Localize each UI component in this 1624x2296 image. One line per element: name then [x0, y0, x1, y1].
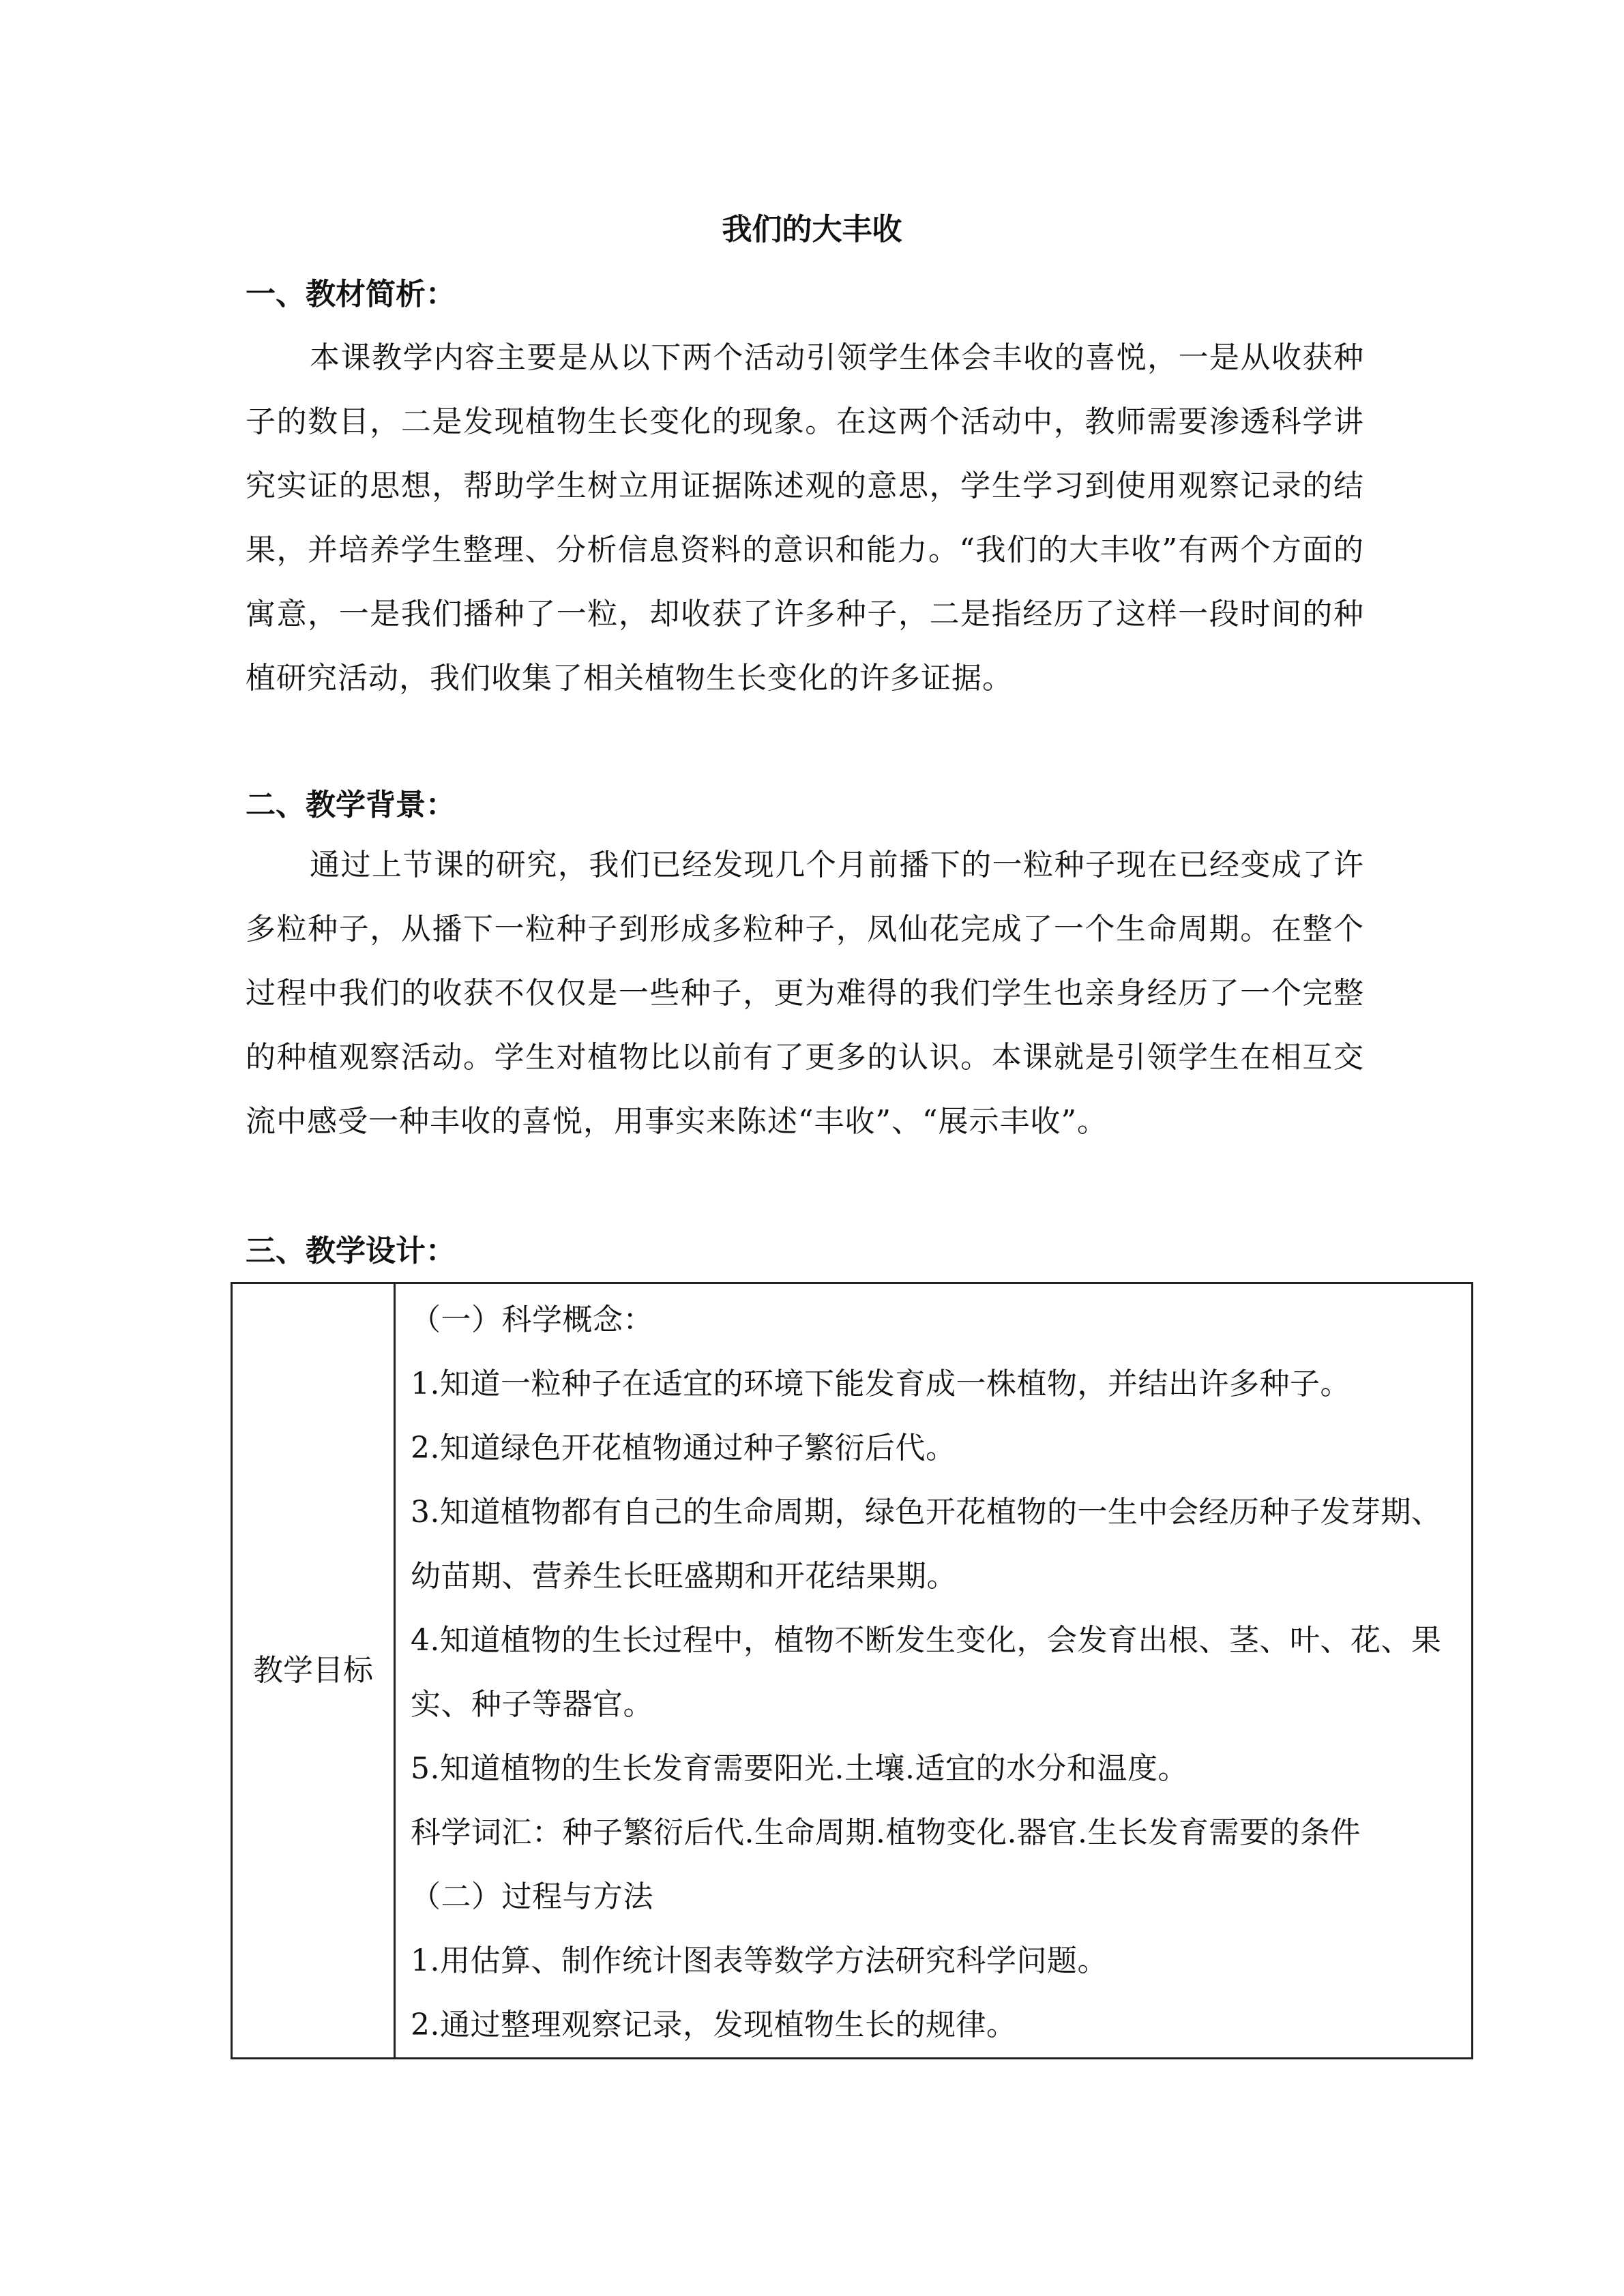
section-heading-background: 二、教学背景： — [246, 788, 456, 822]
page-title: 我们的大丰收 — [722, 212, 902, 247]
objectives-content-cell — [395, 1283, 1473, 2059]
list-item: 4.知道植物的生长过程中，植物不断发生变化，会发育出根、茎、叶、花、果实、种子等器官。 — [411, 1623, 1442, 1722]
list-item: 科学词汇：种子繁衍后代.生命周期.植物变化.器官.生长发育需要的条件 — [411, 1815, 1361, 1850]
list-item: 2.知道绿色开花植物通过种子繁衍后代。 — [411, 1431, 956, 1465]
background-paragraph: 通过上节课的研究，我们已经发现几个月前播下的一粒种子现在已经变成了许多粒种子，从播下一粒种子到形成多粒种子，凤仙花完成了一个生命周期。在整个过程中我们的收获不仅仅是一些种子，更为难得的我们学生也亲身经历了一个完整的种植观察活动。学生对植物比以前有了更多的认识。本课就是引领学生在相互交流中感受一种丰收的喜悦，用事实来陈述“丰收”、“展示丰收”。 — [246, 848, 1364, 1139]
list-item: 3.知道植物都有自己的生命周期，绿色开花植物的一生中会经历种子发芽期、幼苗期、营养生长旺盛期和开花结果期。 — [411, 1495, 1442, 1594]
list-item: 5.知道植物的生长发育需要阳光.土壤.适宜的水分和温度。 — [411, 1751, 1188, 1786]
list-item: 1.知道一粒种子在适宜的环境下能发育成一株植物，并结出许多种子。 — [411, 1367, 1350, 1401]
list-item: （一）科学概念： — [411, 1302, 653, 1337]
teaching-design-table — [231, 1282, 1473, 2059]
list-item: 2.通过整理观察记录，发现植物生长的规律。 — [411, 2008, 1017, 2042]
list-item: （二）过程与方法 — [411, 1879, 653, 1914]
section-heading-design: 三、教学设计： — [246, 1234, 456, 1268]
section-heading-analysis: 一、教材简析： — [246, 277, 456, 312]
list-item: 1.用估算、制作统计图表等数学方法研究科学问题。 — [411, 1943, 1108, 1978]
objectives-label: 教学目标 — [253, 1653, 373, 1688]
analysis-paragraph: 本课教学内容主要是从以下两个活动引领学生体会丰收的喜悦，一是从收获种子的数目，二是发现植物生长变化的现象。在这两个活动中，教师需要渗透科学讲究实证的思想，帮助学生树立用证据陈述观的意思，学生学习到使用观察记录的结果，并培养学生整理、分析信息资料的意识和能力。“我们的大丰收”有两个方面的寓意，一是我们播种了一粒，却收获了许多种子，二是指经历了这样一段时间的种植研究活动，我们收集了相关植物生长变化的许多证据。 — [246, 340, 1364, 696]
table-row — [232, 1283, 1473, 2059]
objectives-label-cell — [232, 1283, 395, 2059]
